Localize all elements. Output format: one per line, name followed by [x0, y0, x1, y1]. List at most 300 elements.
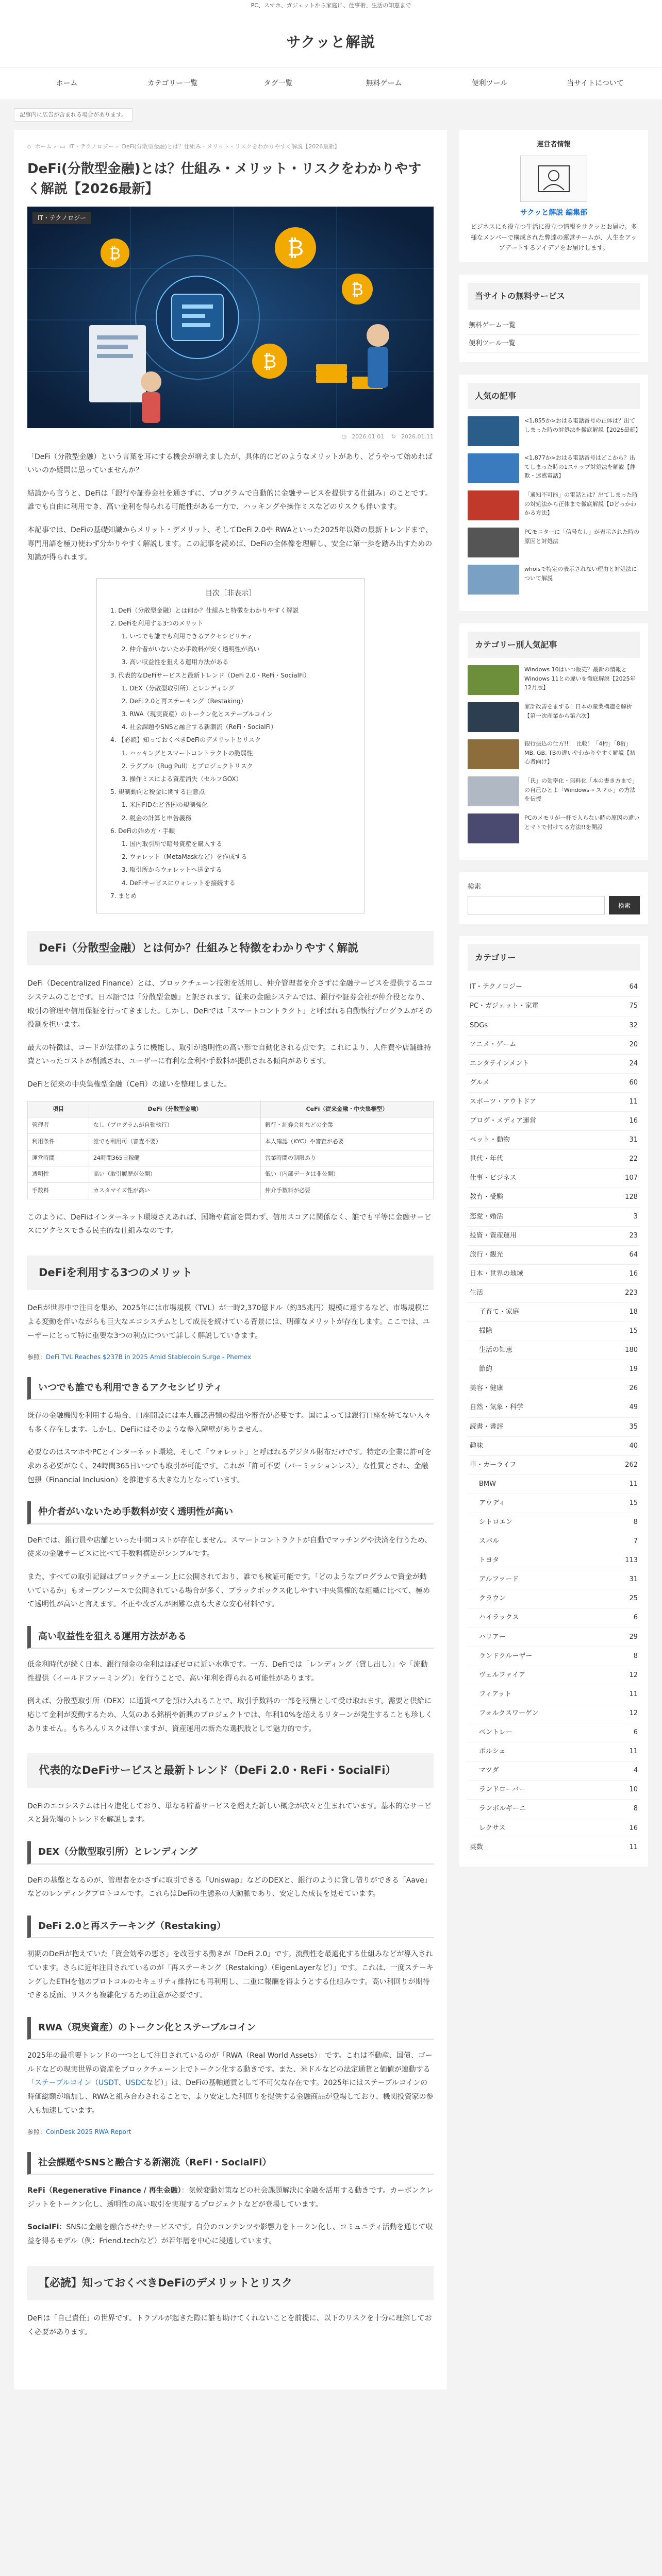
category-item[interactable]: [468, 1055, 640, 1074]
category-name[interactable]: 仕事・ビジネス: [470, 1174, 517, 1182]
socialfi-text: ：SNSに金融を融合させたサービスです。自分のコンテンツや影響力をトークン化し、コミュニティ活動を通じて収益を得るモデル（例：Friend.techなど）が若年層を中心に浸透しています。: [27, 2223, 433, 2246]
category-name[interactable]: ヴェルファイア: [479, 1671, 525, 1679]
paragraph: DeFiは「自己責任」の世界です。トラブルが起きた際に誰も助けてくれないことを前提に、以下のリスクを十分に理解しておく必要があります。: [27, 2314, 432, 2336]
category-item[interactable]: [468, 997, 640, 1016]
category-item[interactable]: [468, 1246, 640, 1265]
paragraph: 既存の金融機関を利用する場合、口座開設には本人確認書類の提出や審査が必要です。国によっては銀行口座を持てない人々も多く存在します。しかし、DeFiにはそのような参入障壁がありません。: [27, 1412, 431, 1434]
profile-widget: [459, 130, 648, 262]
recommend-item[interactable]: [468, 665, 640, 695]
toc-item[interactable]: 4. 【必読】知っておくべきDeFiのデメリットとリスク: [110, 736, 261, 744]
popular-title[interactable]: <1,855か>おはる電話番号の正体は？出てしまった時の対処法を徹底解説【2026最新】: [524, 417, 641, 433]
category-count: 40: [629, 1442, 638, 1450]
category-count: 12: [629, 1671, 638, 1679]
category-count: 262: [625, 1461, 638, 1469]
category-name[interactable]: 教育・受験: [470, 1193, 504, 1201]
category-item[interactable]: [468, 1456, 640, 1475]
recommend-item[interactable]: [468, 739, 640, 769]
comparison-table: [27, 1101, 434, 1199]
category-name[interactable]: アルファード: [479, 1575, 519, 1584]
category-count: 16: [629, 1269, 638, 1278]
services-title: 当サイトの無料サービス: [468, 283, 640, 309]
category-item[interactable]: [468, 1341, 640, 1360]
recommend-title: カテゴリー別人気記事: [468, 632, 640, 658]
nav-home[interactable]: ホーム: [56, 79, 78, 88]
category-item[interactable]: [468, 1284, 640, 1303]
article-title: DeFi(分散型金融)とは？仕組み・メリット・リスクをわかりやすく解説【2026最新】: [27, 161, 422, 197]
nav-about[interactable]: 当サイトについて: [567, 79, 624, 88]
table-cell: 本人確認（KYC）や審査が必要: [261, 1133, 434, 1150]
category-name[interactable]: BMW: [479, 1480, 496, 1488]
category-name[interactable]: 生活の知恵: [479, 1346, 513, 1354]
ad-notice: 記事内に広告が含まれる場合があります。: [14, 108, 133, 122]
subsection-heading: DeFi 2.0と再ステーキング（Restaking）: [27, 1916, 434, 1939]
category-count: 24: [629, 1059, 638, 1067]
toc-item[interactable]: 3. 操作ミスによる資産消失（セルフGOX）: [122, 775, 242, 783]
subsection-heading: 社会課題やSNSと融合する新潮流（ReFi・SocialFi）: [27, 2152, 434, 2175]
nav-tools[interactable]: 便利ツール: [471, 79, 508, 88]
table-cell: 高い（取引履歴が公開）: [89, 1166, 260, 1183]
profile-title: 運営者情報: [537, 141, 571, 149]
category-count: 6: [633, 1728, 638, 1737]
paragraph: [27, 2049, 434, 2117]
services-widget: [459, 275, 648, 362]
category-count: 4: [633, 1767, 638, 1775]
text: など）」は、DeFiの基軸通貨として不可欠な存在です。2025年にはステーブルコインの時価総額が増加し、RWAと組み合わされることで、より安定した利回りを提供する金融商品が登場しており、機関投資家の参入も加速しています。: [27, 2079, 434, 2115]
category-name[interactable]: レクサス: [479, 1824, 506, 1832]
category-item[interactable]: [468, 1169, 640, 1188]
category-name[interactable]: 生活: [470, 1289, 484, 1297]
toc-list: [110, 604, 351, 903]
category-item[interactable]: [468, 1303, 640, 1322]
category-count: 15: [629, 1327, 638, 1335]
category-item[interactable]: [468, 1360, 640, 1379]
category-name[interactable]: 趣味: [470, 1442, 484, 1450]
category-count: 75: [629, 1002, 638, 1010]
category-count: 20: [629, 1040, 638, 1048]
category-item[interactable]: [468, 1074, 640, 1093]
category-item[interactable]: [468, 1723, 640, 1742]
toc-item[interactable]: 4. 社会課題やSNSと融合する新潮流（ReFi・SocialFi）: [122, 723, 277, 731]
category-count: 64: [629, 1250, 638, 1259]
category-item[interactable]: [468, 1761, 640, 1781]
category-item[interactable]: [468, 1781, 640, 1800]
section-heading: DeFi（分散型金融）とは何か？仕組みと特徴をわかりやすく解説: [27, 931, 434, 966]
refresh-icon: ↻: [391, 433, 396, 440]
category-title: カテゴリー: [468, 944, 640, 971]
toc-item[interactable]: 1. ハッキングとスマートコントラクトの脆弱性: [122, 749, 253, 757]
category-item[interactable]: [468, 1704, 640, 1723]
category-item[interactable]: [468, 1093, 640, 1112]
category-count: 22: [629, 1155, 638, 1163]
category-name[interactable]: ブログ・メディア運営: [470, 1117, 536, 1125]
category-count: 19: [629, 1365, 638, 1374]
nav-categories[interactable]: カテゴリー一覧: [147, 79, 198, 88]
category-name[interactable]: 掃除: [479, 1327, 493, 1335]
category-name[interactable]: グルメ: [470, 1078, 490, 1087]
recommend-thumbnail[interactable]: [468, 739, 519, 769]
breadcrumb-sep: ›: [54, 143, 56, 150]
popular-title[interactable]: 「通知不可能」の電話とは？出てしまった時の対処法から正体まで徹底解説【Dどっかわかる方法】: [524, 491, 638, 517]
category-item[interactable]: [468, 978, 640, 997]
category-item[interactable]: [468, 1112, 640, 1131]
category-name[interactable]: 英数: [470, 1843, 484, 1851]
table-header: 項目: [28, 1101, 89, 1117]
category-item[interactable]: [468, 1208, 640, 1227]
category-count: 11: [629, 1748, 638, 1756]
paragraph: このように、DeFiはインターネット環境さえあれば、国籍や貧富を問わず、信用スコアに関係なく、誰でも平等に金融サービスにアクセスできる民主的な仕組みなのです。: [27, 1213, 432, 1235]
recommend-widget: [459, 623, 648, 860]
date-updated: 2026.01.11: [401, 433, 434, 440]
table-header: DeFi（分散型金融）: [89, 1101, 260, 1117]
paragraph: DeFi（Decentralized Finance）とは、ブロックチェーン技術を活用し、仲介管理者を介さずに金融サービスを提供するエコシステムのことです。日本語では「分散型金融」と訳されます。従来の金融システムでは、銀行や証券会社が仲介役となり、取引の管理や信用保証を行ってきました。しかし、DeFiでは「スマートコントラクト」と呼ばれる自動執行プログラムがその役割を担います。: [27, 979, 433, 1029]
recommend-item[interactable]: [468, 702, 640, 732]
category-name[interactable]: 投資・資産運用: [470, 1231, 517, 1240]
toc-item[interactable]: 1. DeFi（分散型金融）とは何か？仕組みと特徴をわかりやすく解説: [110, 606, 299, 614]
breadcrumb-sep: ›: [115, 143, 119, 150]
section-heading: DeFiを利用する3つのメリット: [27, 1256, 434, 1291]
category-name[interactable]: アニメ・ゲーム: [470, 1040, 517, 1048]
category-item[interactable]: [468, 1265, 640, 1284]
category-item[interactable]: [468, 1570, 640, 1589]
source-note: [27, 1352, 434, 1362]
popular-thumbnail[interactable]: [468, 528, 519, 557]
category-name[interactable]: 子育て・家庭: [479, 1308, 520, 1316]
recommend-item[interactable]: [468, 814, 640, 843]
paragraph: また、すべての取引記録はブロックチェーン上に公開されており、誰でも検証可能です。「どのようなプログラムで資金が動いているか」もオープンソースで公開されている場合が多く、ブラックボックス化しやすい中央集権的な組織に比べて、極めて透明性が高いと言えます。不正や改ざんが困難な点も大きな安心材料です。: [27, 1572, 431, 1609]
category-item[interactable]: [468, 1666, 640, 1685]
category-name[interactable]: 美容・健康: [470, 1384, 504, 1393]
category-count: 60: [629, 1078, 638, 1087]
intro-paragraph: 「DeFi（分散型金融）という言葉を耳にする機会が増えましたが、具体的にどのようなメリットがあり、どうやって始めればいいのか疑問に思っていませんか？: [27, 452, 433, 475]
recommend-thumbnail[interactable]: [468, 665, 519, 695]
search-input[interactable]: [468, 896, 605, 914]
category-name[interactable]: 恋愛・婚活: [470, 1212, 504, 1221]
breadcrumb-home[interactable]: ホーム: [35, 143, 52, 150]
popular-item[interactable]: [468, 416, 640, 446]
source-prefix: 参照：: [27, 1353, 46, 1361]
category-count: 32: [629, 1021, 638, 1029]
category-item[interactable]: [468, 1475, 640, 1494]
category-count: 23: [629, 1231, 638, 1240]
table-header: CeFi（従来金融・中央集権型）: [261, 1101, 434, 1117]
toc-item[interactable]: 2. ウォレット（MetaMaskなど）を作成する: [122, 853, 247, 861]
category-count: 6: [633, 1614, 638, 1622]
category-count: 29: [629, 1633, 638, 1641]
category-count: 11: [629, 1690, 638, 1698]
category-name[interactable]: ハイラックス: [479, 1614, 519, 1622]
category-item[interactable]: [468, 1608, 640, 1628]
category-name[interactable]: ランドクルーザー: [479, 1652, 533, 1660]
category-name[interactable]: IT・テクノロジー: [470, 983, 522, 991]
category-item[interactable]: [468, 1016, 640, 1036]
category-item[interactable]: [468, 1685, 640, 1704]
category-name[interactable]: ポルシェ: [479, 1748, 506, 1756]
popular-thumbnail[interactable]: [468, 453, 519, 483]
home-icon: ⌂: [27, 143, 31, 150]
paragraph: 低金利時代が続く日本、銀行預金の金利はほぼゼロに近い水準です。一方、DeFiでは「レンディング（貸し出し）」や「流動性提供（イールドファーミング）」を行うことで、高い年利を得られる可能性があります。: [27, 1660, 428, 1683]
subsection-heading: 高い収益性を狙える運用方法がある: [27, 1626, 434, 1649]
toc-item[interactable]: 1. 米国FIDなど各国の規制強化: [122, 801, 208, 809]
category-item[interactable]: [468, 1532, 640, 1551]
category-count: 11: [629, 1480, 638, 1488]
category-item[interactable]: [468, 1418, 640, 1437]
clock-icon: ◷: [341, 433, 347, 440]
category-count: 18: [629, 1308, 638, 1316]
table-row: [28, 1117, 434, 1134]
section-heading: 代表的なDeFiサービスと最新トレンド（DeFi 2.0・ReFi・SocialFi）: [27, 1753, 434, 1788]
paragraph: DeFiのエコシステムは日々進化しており、単なる貯蓄サービスを超えた新しい概念が次々と生まれています。基本的なサービスと最先端のトレンドを解説します。: [27, 1802, 432, 1824]
category-item[interactable]: [468, 1838, 640, 1857]
toc-item[interactable]: 3. RWA（現実資産）のトークン化とステーブルコイン: [122, 710, 273, 718]
category-item[interactable]: [468, 1742, 640, 1761]
category-name[interactable]: 日本・世界の地域: [470, 1269, 524, 1278]
folder-icon: ▭: [60, 143, 65, 150]
socialfi-label: SocialFi: [27, 2223, 59, 2232]
popular-widget: [459, 375, 648, 611]
table-cell: カスタマイズ性が高い: [89, 1183, 260, 1199]
recommend-title[interactable]: 銀行振込の仕方!!！ 比較！「4桁」「8桁」MB, GB, TBの違いやわかりやすく解説【初心者向け】: [524, 740, 636, 766]
sidebar: [459, 130, 648, 1878]
nav-free-games[interactable]: 無料ゲーム: [366, 79, 402, 88]
subsection-heading: RWA（現実資産）のトークン化とステーブルコイン: [27, 2017, 434, 2040]
defi-illustration: [27, 207, 434, 428]
category-name[interactable]: スポーツ・アウトドア: [470, 1097, 537, 1106]
search-button[interactable]: 検索: [609, 896, 640, 914]
category-item[interactable]: [468, 1398, 640, 1417]
popular-title[interactable]: whoisで特定の表示されない理由と対処法について解説: [524, 565, 637, 582]
recommend-thumbnail[interactable]: [468, 776, 519, 806]
toc-item[interactable]: 1. いつでも誰でも利用できるアクセシビリティ: [122, 632, 253, 640]
recommend-title[interactable]: 家計改善をまずる！日本の産業構造を解析【第一次産業から第六次】: [524, 703, 632, 719]
category-name[interactable]: ランドローバー: [479, 1786, 526, 1794]
recommend-title[interactable]: PCのメモリが一杯で入らない時の原因の違いとマトで付けてる方法!!を開設: [524, 815, 640, 831]
nav-tags[interactable]: タグ一覧: [263, 79, 293, 88]
category-name[interactable]: 読書・書評: [470, 1422, 504, 1431]
popular-thumbnail[interactable]: [468, 565, 519, 595]
toc-item[interactable]: 3. 高い収益性を狙える運用方法がある: [122, 658, 229, 666]
popular-item[interactable]: [468, 453, 640, 483]
category-name[interactable]: アウディ: [479, 1499, 505, 1507]
profile-description: ビジネスにも役立つ生活に役立つ情報をサクッとお届け。多様なメンバーで構成された弊達の運営チームが、人生をアップデートするアイデアをお届けします。: [470, 223, 637, 251]
category-count: 8: [633, 1805, 638, 1813]
category-count: 16: [629, 1824, 638, 1832]
toc-item[interactable]: 4. DeFiサービスにウォレットを接続する: [122, 879, 236, 887]
top-tagline: PC、スマホ、ガジェットから家庭に、仕事術、生活の知恵まで: [0, 0, 662, 11]
article-dates: [27, 432, 434, 442]
category-name[interactable]: 旅行・観光: [470, 1250, 504, 1259]
subsection-heading: いつでも誰でも利用できるアクセシビリティ: [27, 1377, 434, 1400]
category-count: 107: [625, 1174, 638, 1182]
paragraph: 初期のDeFiが抱えていた「資金効率の悪さ」を改善する動きが「DeFi 2.0」です。流動性を最適化する仕組みなどが導入されています。さらに近年注目されているのが「再ステーキング（Restaking）（EigenLayerなど）」です。これは、一度ステーキングしたETHを他のプロトコルのセキュリティ維持にも再利用し、二重に報酬を得ようとする仕組みです。高い利回りが期待できる反面、リスクも複雑化するため注意が必要です。: [27, 1950, 434, 2000]
category-item[interactable]: [468, 1150, 640, 1169]
paragraph: [27, 2221, 434, 2248]
category-name[interactable]: 世代・年代: [470, 1155, 504, 1163]
paragraph: 最大の特徴は、コードが法律のように機能し、取引が透明性の高い形で自動化される点です。これにより、人件費や店舗維持費といったコストが削減され、ユーザーに有利な金利や手数料が提供される傾向があります。: [27, 1043, 431, 1066]
category-item[interactable]: [468, 1589, 640, 1608]
refi-label: ReFi（Regenerative Finance / 再生金融）: [27, 2187, 181, 2195]
category-name[interactable]: マツダ: [479, 1767, 499, 1775]
category-item[interactable]: [468, 1227, 640, 1246]
category-count: 25: [629, 1595, 638, 1603]
subsection-heading: 仲介者がいないため手数料が安く透明性が高い: [27, 1501, 434, 1524]
category-count: 49: [629, 1403, 638, 1412]
usdc-link[interactable]: USDC: [125, 2079, 146, 2088]
popular-item[interactable]: [468, 490, 640, 520]
category-count: 3: [633, 1212, 638, 1221]
article-main: [14, 130, 447, 2389]
category-name[interactable]: 節約: [479, 1365, 493, 1374]
category-count: 31: [629, 1575, 638, 1584]
table-cell: 利用条件: [28, 1133, 89, 1150]
toc-title[interactable]: 目次［非表示］: [205, 589, 256, 598]
paragraph: DeFiの基盤となるのが、管理者をかさずに取引できる「Uniswap」などのDEXと、銀行のように貸し借りができる「Aave」などのレンディングプロトコルです。これらはDeFiの生態系の大動脈であり、安定した成長を見せています。: [27, 1876, 432, 1899]
category-name[interactable]: シトロエン: [479, 1518, 513, 1526]
recommend-thumbnail[interactable]: [468, 702, 519, 732]
category-name[interactable]: フィアット: [479, 1690, 512, 1698]
stablecoin-link[interactable]: ステーブルコイン: [35, 2079, 92, 2088]
category-name[interactable]: ベントレー: [479, 1728, 513, 1737]
table-cell: なし（プログラムが自動執行）: [89, 1117, 260, 1134]
breadcrumb-category[interactable]: IT・テクノロジー: [69, 143, 114, 150]
category-name[interactable]: 自然・気象・科学: [470, 1403, 524, 1412]
category-count: 12: [629, 1709, 638, 1717]
category-item[interactable]: [468, 1513, 640, 1532]
toc-item[interactable]: 2. DeFi 2.0と再ステーキング（Restaking）: [122, 697, 247, 705]
intro-paragraph: 本記事では、DeFiの基礎知識からメリット・デメリット、そしてDeFi 2.0や RWAといった2025年以降の最新トレンドまで、専門用語を極力使わず分かりやすく解説します。この記事を読めば、DeFiの全体像を理解し、安全に第一歩を踏み出すための知識が得られます。: [27, 526, 433, 562]
toc-item[interactable]: 2. 税金の計算と申告義務: [122, 814, 192, 822]
category-count: 15: [629, 1499, 638, 1507]
table-cell: 仲介手数料が必要: [261, 1183, 434, 1199]
recommend-item[interactable]: [468, 776, 640, 806]
usdt-link[interactable]: USDT: [98, 2079, 119, 2088]
paragraph: [27, 2184, 434, 2211]
category-name[interactable]: クラウン: [479, 1595, 506, 1603]
category-item[interactable]: [468, 1131, 640, 1150]
category-label[interactable]: IT・テクノロジー: [32, 212, 91, 224]
category-count: 10: [629, 1786, 638, 1794]
category-item[interactable]: [468, 1551, 640, 1570]
category-count: 31: [629, 1136, 638, 1144]
category-item[interactable]: [468, 1800, 640, 1819]
table-row: [28, 1166, 434, 1183]
toc-item[interactable]: 2. ラグプル（Rug Pull）とプロジェクトリスク: [122, 762, 253, 770]
editor-logo-icon: [536, 163, 572, 194]
source-prefix: 参照：: [27, 2128, 46, 2136]
category-item[interactable]: [468, 1628, 640, 1647]
text: 、: [118, 2079, 126, 2088]
toc-item[interactable]: 1. 国内取引所で暗号資産を購入する: [122, 840, 223, 848]
category-name[interactable]: PC・ガジェット・家電: [470, 1002, 539, 1010]
breadcrumb: [27, 142, 434, 152]
subsection-heading: DEX（分散型取引所）とレンディング: [27, 1841, 434, 1865]
category-name[interactable]: トヨタ: [479, 1556, 500, 1565]
category-item[interactable]: [468, 1494, 640, 1513]
category-name[interactable]: SDGs: [470, 1021, 488, 1029]
toc-item[interactable]: 2. 仲介者がいないため手数料が安く透明性が高い: [122, 646, 260, 653]
category-count: 223: [625, 1289, 638, 1297]
category-item[interactable]: [468, 1322, 640, 1341]
category-name[interactable]: ランボルギーニ: [479, 1805, 526, 1813]
search-widget: [459, 872, 648, 924]
table-cell: 営業時間の制限あり: [261, 1150, 434, 1166]
toc-item[interactable]: 6. DeFiの始め方・手順: [110, 827, 175, 835]
category-item[interactable]: [468, 1437, 640, 1456]
popular-title[interactable]: PCモニターに「信号なし」が表示された時の原因と対処法: [524, 528, 640, 545]
table-cell: 透明性: [28, 1166, 89, 1183]
toc-item[interactable]: 5. 規制動向と税金に関する注意点: [110, 788, 205, 796]
category-name[interactable]: エンタテインメント: [470, 1059, 529, 1067]
category-item[interactable]: [468, 1379, 640, 1398]
category-name[interactable]: ペット・動物: [470, 1136, 510, 1144]
category-count: 113: [625, 1556, 638, 1565]
paragraph: 必要なのはスマホやPCとインターネット環境、そして「ウォレット」と呼ばれるデジタル財布だけです。特定の企業に許可を求める必要がなく、24時間365日いつでも取引が可能です。これが「許可不要（パーミッションレス）」な性質とされ、金融包摂（Financial Inclusion）を推進する大きな力となっています。: [27, 1448, 432, 1484]
popular-thumbnail[interactable]: [468, 416, 519, 446]
svg-text:₿: ₿: [351, 279, 363, 299]
paragraph: 例えば、分散型取引所（DEX）に通貨ペアを預け入れることで、取引手数料の一部を報酬として受け取れます。需要と供給に応じて金利が変動するため、人気のある銘柄や新興のプロジェクトでは、年利10%を超えるリターンが発生することも珍しくありません。もちろんリスクは伴いますが、資産運用の新たな選択肢として魅力的です。: [27, 1697, 433, 1733]
recommend-title[interactable]: 「氏」の効率化・無料化「本の書き方まで」の自己ひとよ「Windows→ スマホ」の方法を伝授: [524, 777, 638, 803]
category-item[interactable]: [468, 1819, 640, 1838]
toc-item[interactable]: 7. まとめ: [110, 892, 137, 900]
breadcrumb-current: DeFi(分散型金融)とは？仕組み・メリット・リスクをわかりやすく解説【2026最新】: [122, 143, 340, 150]
source-link[interactable]: CoinDesk 2025 RWA Report: [46, 2128, 131, 2136]
toc-item[interactable]: 3. 取引所からウォレットへ送金する: [122, 866, 222, 874]
popular-title: 人気の記事: [468, 383, 640, 409]
category-count: 180: [625, 1346, 638, 1354]
popular-title[interactable]: <1,877か>おはる電話番号はどこから？出てしまった時の1ステップ対処法を解説【詐欺・迷惑電話】: [524, 454, 636, 480]
popular-thumbnail[interactable]: [468, 490, 519, 520]
profile-name[interactable]: サクッと解説 編集部: [520, 209, 588, 217]
category-name[interactable]: フォルクスワーゲン: [479, 1709, 539, 1717]
paragraph: DeFiでは、銀行員や店舗といった中間コストが存在しません。スマートコントラクトが自動でマッチングや決済を行うため、従来の金融サービスに比べて手数料構造がシンプルです。: [27, 1536, 432, 1558]
text: （: [91, 2079, 99, 2088]
category-count: 64: [629, 983, 638, 991]
source-note: [27, 2127, 434, 2137]
category-count: 7: [633, 1537, 638, 1546]
toc-item[interactable]: 1. DEX（分散型取引所）とレンディング: [122, 684, 235, 692]
category-count: 11: [629, 1097, 638, 1106]
service-link-tools[interactable]: 便利ツール一覧: [468, 335, 640, 353]
spacer: [27, 2348, 434, 2369]
recommend-title[interactable]: Windows 10はいつ販売？最新の情報とWindows 11との違いを徹底解説【2025年12月版】: [524, 666, 636, 691]
category-widget: [459, 936, 648, 1867]
table-cell: 管理者: [28, 1117, 89, 1134]
table-cell: 24時間365日稼働: [89, 1150, 260, 1166]
table-of-contents: [96, 578, 365, 913]
category-name[interactable]: ハリアー: [479, 1633, 506, 1641]
table-row: [28, 1133, 434, 1150]
eyecatch-image: [27, 207, 434, 428]
category-item[interactable]: [468, 1036, 640, 1055]
popular-item[interactable]: [468, 565, 640, 595]
category-name[interactable]: 車・カーライフ: [470, 1461, 517, 1469]
site-header: [0, 11, 662, 67]
category-name[interactable]: スバル: [479, 1537, 500, 1546]
recommend-thumbnail[interactable]: [468, 814, 519, 843]
article-body: [27, 450, 434, 2369]
service-link-games[interactable]: 無料ゲーム一覧: [468, 317, 640, 335]
table-row: [28, 1183, 434, 1199]
category-count: 35: [629, 1422, 638, 1431]
category-item[interactable]: [468, 1188, 640, 1207]
toc-item[interactable]: 3. 代表的なDeFiサービスと最新トレンド（DeFi 2.0・ReFi・SocialFi）: [110, 671, 310, 679]
toc-item[interactable]: 2. DeFiを利用する3つのメリット: [110, 619, 204, 627]
category-count: 11: [629, 1843, 638, 1851]
source-link[interactable]: DeFi TVL Reaches $237B in 2025 Amid Stablecoin Surge - Phemex: [46, 1353, 252, 1361]
category-count: 26: [629, 1384, 638, 1393]
popular-item[interactable]: [468, 528, 640, 557]
category-item[interactable]: [468, 1647, 640, 1666]
site-title[interactable]: サクッと解説: [286, 33, 376, 50]
